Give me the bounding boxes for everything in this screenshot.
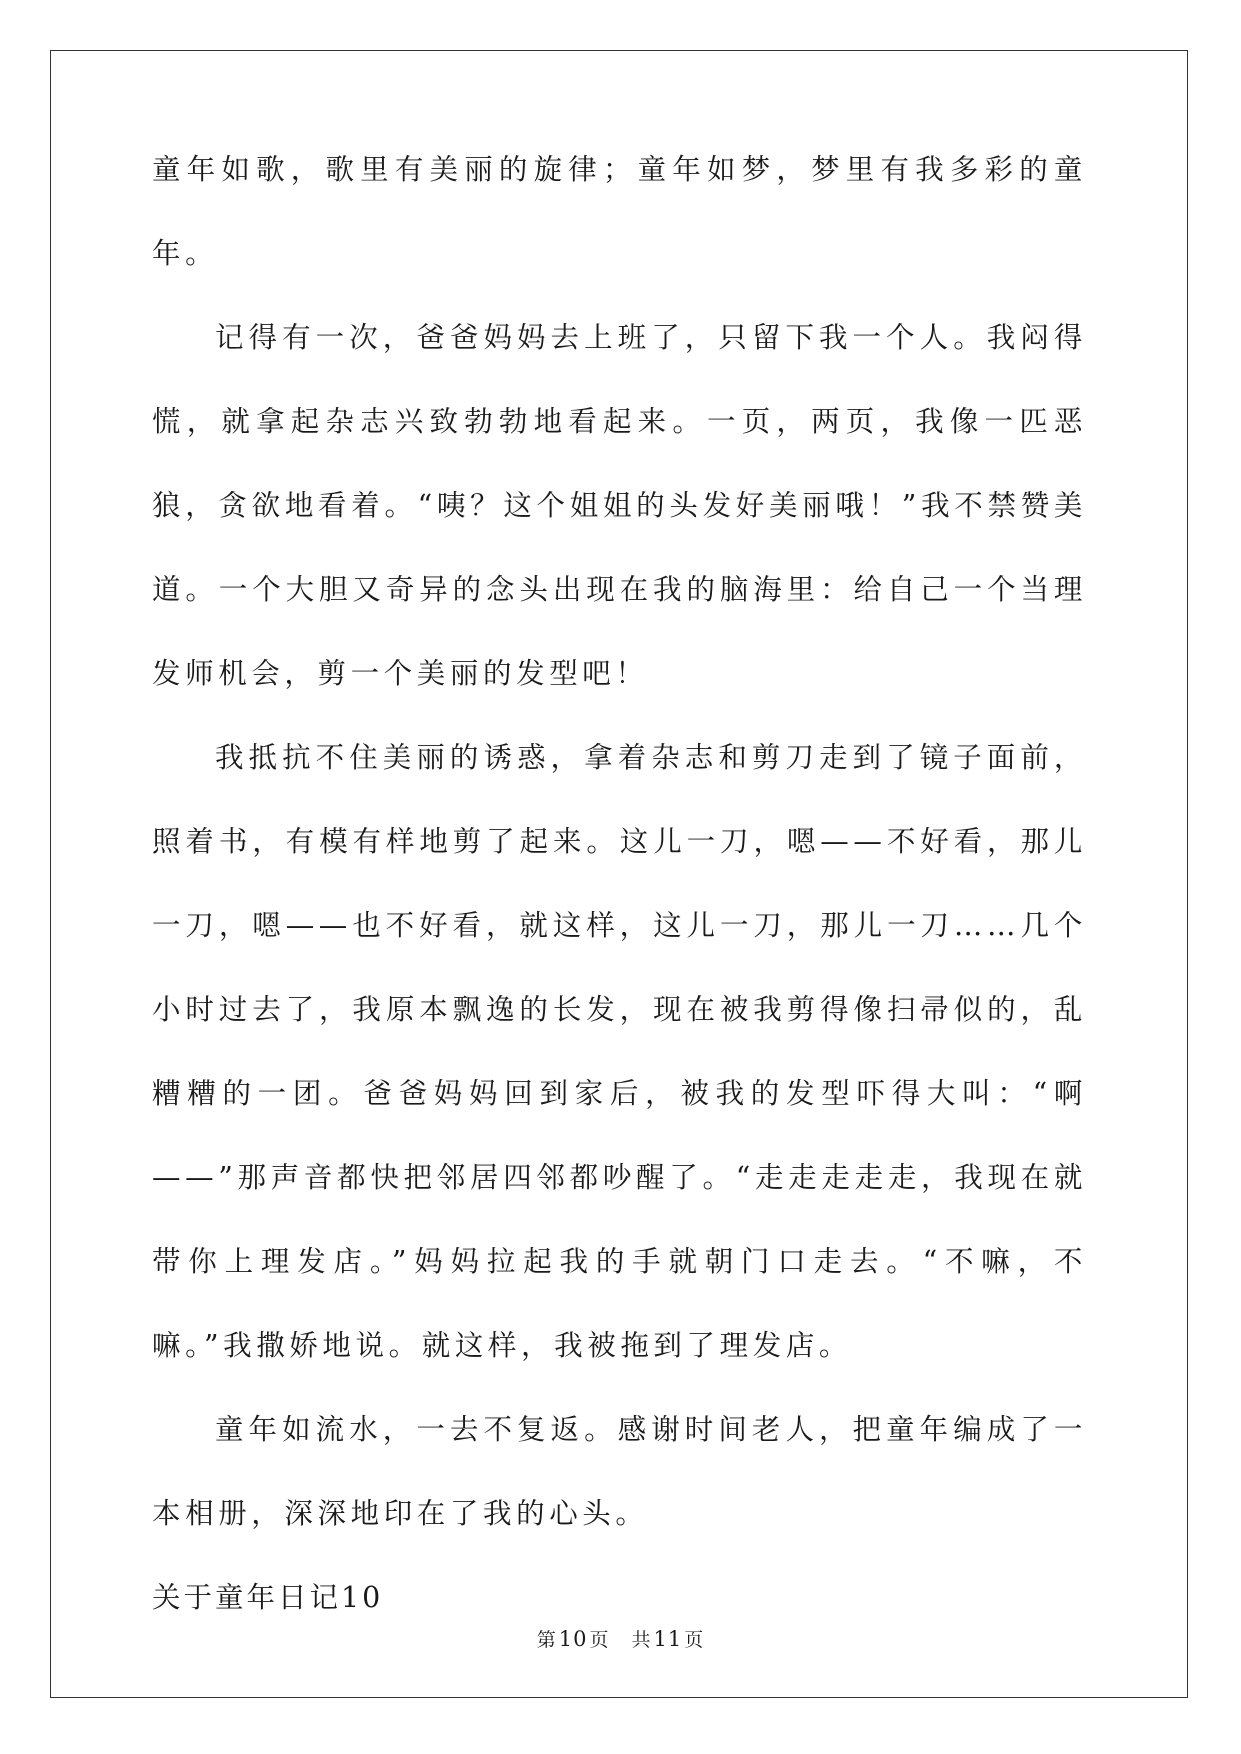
document-body xyxy=(152,150,1087,1640)
paragraph-conclusion: 童年如流水，一去不复返。感谢时间老人，把童年编成了一本相册，深深地印在了我的心头。 xyxy=(152,1413,1087,1530)
page-footer xyxy=(0,1625,1241,1652)
paragraph-haircut: 我抵抗不住美丽的诱惑，拿着杂志和剪刀走到了镜子面前，照着书，有模有样地剪了起来。这儿一刀，嗯——不好看，那儿一刀，嗯——也不好看，就这样，这儿一刀，那儿一刀……几个小时过去了，我原本飘逸的长发，现在被我剪得像扫帚似的，乱糟糟的一团。爸爸妈妈回到家后，被我的发型吓得大叫：“啊——”那声音都快把邻居四邻都吵醒了。“走走走走走，我现在就带你上理发店。”妈妈拉起我的手就朝门口走去。“不嘛，不嘛。”我撒娇地说。就这样，我被拖到了理发店。 xyxy=(152,741,1087,1362)
footer-prefix: 第 xyxy=(536,1629,557,1651)
footer-total-word: 页 xyxy=(684,1629,705,1651)
section-heading: 关于童年日记10 xyxy=(152,1581,384,1614)
footer-current-page: 10 xyxy=(558,1627,588,1651)
footer-total-prefix: 共 xyxy=(631,1629,652,1651)
footer-page-word: 页 xyxy=(589,1629,610,1651)
footer-total-pages: 11 xyxy=(653,1627,683,1651)
paragraph-intro: 童年如歌，歌里有美丽的旋律；童年如梦，梦里有我多彩的童年。 xyxy=(152,153,1087,270)
paragraph-memory: 记得有一次，爸爸妈妈去上班了，只留下我一个人。我闷得慌，就拿起杂志兴致勃勃地看起来。一页，两页，我像一匹恶狼，贪欲地看着。“咦？这个姐姐的头发好美丽哦！”我不禁赞美道。一个大胆又奇异的念头出现在我的脑海里：给自己一个当理发师机会，剪一个美丽的发型吧！ xyxy=(152,321,1087,690)
